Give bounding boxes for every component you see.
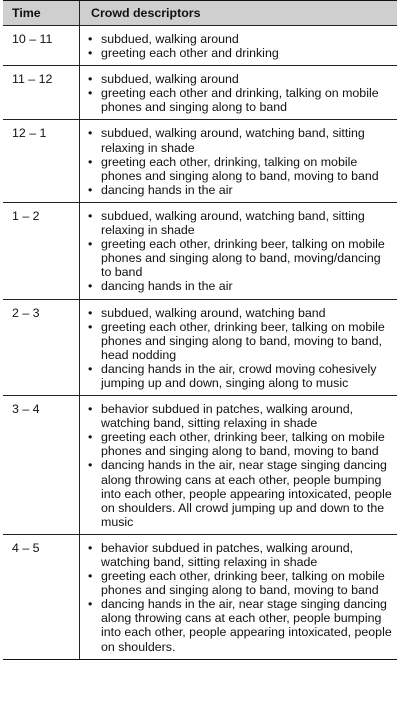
descriptors-cell [80,299,398,396]
descriptor-list [88,402,393,529]
time-cell: 12 – 1 [3,120,80,202]
descriptors-cell [80,120,398,202]
descriptor-item: • greeting each other, drinking beer, talking on mobile phones and singing along to band, moving to band [88,430,393,458]
table-row [3,66,397,120]
table-row [3,396,397,535]
descriptor-item: • subdued, walking around, watching band, sitting relaxing in shade [88,209,393,237]
descriptor-item: • greeting each other, drinking, talking on mobile phones and singing along to band, moving to band [88,155,393,183]
table-row [3,202,397,299]
descriptor-item: • behavior subdued in patches, walking around, watching band, sitting relaxing in shade [88,402,393,430]
descriptor-item: • greeting each other, drinking beer, talking on mobile phones and singing along to band, moving to band [88,569,393,597]
descriptor-item: • subdued, walking around, watching band, sitting relaxing in shade [88,126,393,154]
table-row [3,534,397,659]
descriptor-list [88,541,393,654]
descriptor-item: • subdued, walking around [88,72,393,86]
descriptor-item: • greeting each other and drinking [88,46,393,60]
descriptors-cell [80,66,398,120]
time-cell: 10 – 11 [3,26,80,66]
descriptor-list [88,32,393,60]
table-body [3,26,397,660]
descriptor-list [88,126,393,196]
descriptors-cell [80,396,398,535]
table-row [3,120,397,202]
table-row [3,299,397,396]
time-cell: 4 – 5 [3,534,80,659]
header-time: Time [3,1,80,26]
time-cell: 11 – 12 [3,66,80,120]
descriptor-list [88,306,393,391]
table-row [3,26,397,66]
descriptor-item: • dancing hands in the air [88,183,393,197]
time-cell: 2 – 3 [3,299,80,396]
descriptor-item: • behavior subdued in patches, walking around, watching band, sitting relaxing in shade [88,541,393,569]
descriptor-item: • subdued, walking around, watching band [88,306,393,320]
descriptor-item: • dancing hands in the air, near stage singing dancing along throwing cans at each other, people bumping into each other, people appearing intoxicated, people on shoulders. All crowd jumping up and down to the music [88,458,393,528]
time-cell: 1 – 2 [3,202,80,299]
descriptors-cell [80,534,398,659]
crowd-descriptors-table [3,0,397,660]
descriptor-item: • subdued, walking around [88,32,393,46]
descriptor-item: • greeting each other, drinking beer, talking on mobile phones and singing along to band, moving to band, head nodding [88,320,393,362]
header-crowd-descriptors: Crowd descriptors [80,1,398,26]
time-cell: 3 – 4 [3,396,80,535]
descriptor-item: • dancing hands in the air, crowd moving cohesively jumping up and down, singing along to music [88,362,393,390]
table-header-row [3,1,397,26]
descriptor-item: • greeting each other and drinking, talking on mobile phones and singing along to band [88,86,393,114]
descriptor-list [88,209,393,294]
descriptor-item: • dancing hands in the air [88,279,393,293]
descriptor-item: • dancing hands in the air, near stage singing dancing along throwing cans at each other, people bumping into each other, people appearing intoxicated, people on shoulders. [88,597,393,653]
descriptors-cell [80,26,398,66]
descriptor-item: • greeting each other, drinking beer, talking on mobile phones and singing along to band, moving/dancing to band [88,237,393,279]
descriptors-cell [80,202,398,299]
descriptor-list [88,72,393,114]
